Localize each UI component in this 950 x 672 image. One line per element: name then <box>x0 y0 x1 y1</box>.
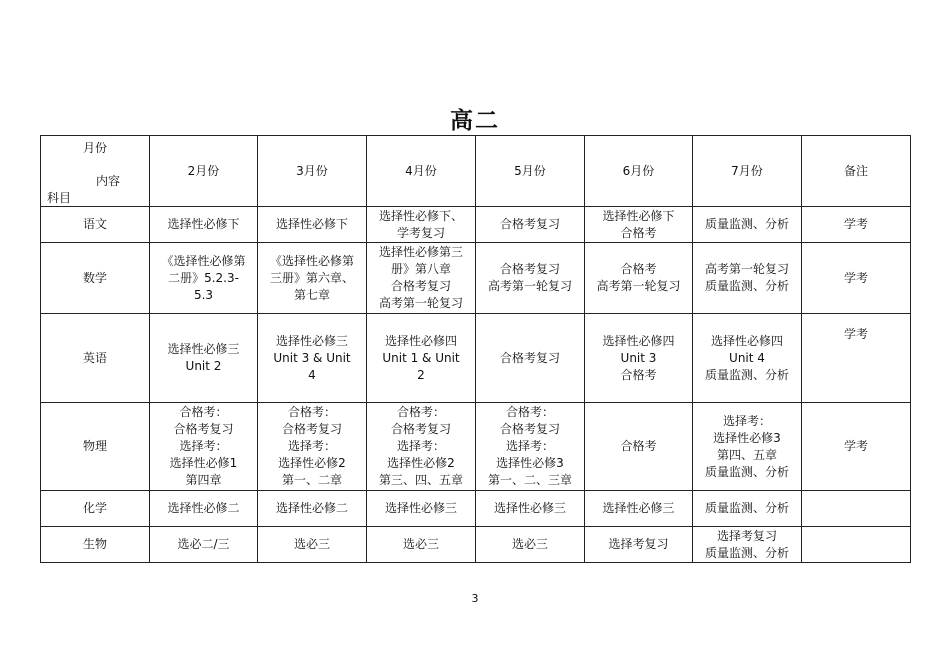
month-header: 4月份 <box>367 136 476 207</box>
cell-line: 选择性必修四 <box>710 333 783 348</box>
schedule-cell <box>258 403 367 491</box>
schedule-cell <box>367 403 476 491</box>
schedule-cell <box>585 314 693 403</box>
cell-line: 选择考复习 <box>608 537 669 551</box>
schedule-cell <box>585 527 693 563</box>
cell-line: 选择性必修下 <box>275 217 348 231</box>
cell-line: 选必三 <box>293 537 330 551</box>
schedule-cell <box>693 527 802 563</box>
note-cell: 学考 <box>802 207 911 243</box>
schedule-cell <box>585 207 693 243</box>
cell-line: 选择考： <box>722 413 771 428</box>
schedule-cell <box>585 403 693 491</box>
note-header: 备注 <box>802 136 911 207</box>
cell-line: 高考第一轮复习 <box>704 262 789 276</box>
cell-line: 选择性必修2 <box>387 456 455 470</box>
cell-line: 质量监测、分析 <box>704 367 789 382</box>
schedule-cell <box>476 243 585 314</box>
cell-line: 选择性必修3 <box>496 456 564 470</box>
cell-line: Unit 2 <box>185 359 222 373</box>
cell-line: 合格考 <box>620 262 657 276</box>
cell-line: 选择性必修四 <box>384 333 457 348</box>
schedule-cell <box>693 491 802 527</box>
subject-cell: 数学 <box>41 243 150 314</box>
schedule-cell <box>585 243 693 314</box>
cell-line: 选择考： <box>287 439 336 453</box>
cell-line: 《选择性必修第 <box>161 253 246 268</box>
cell-line: 选择性必修三 <box>275 333 348 348</box>
cell-line: 选择性必修四 <box>602 333 675 348</box>
cell-line: 选择性必修3 <box>713 430 781 445</box>
cell-line: 合格考 <box>620 439 657 453</box>
schedule-cell <box>367 314 476 403</box>
schedule-cell <box>150 491 258 527</box>
schedule-cell <box>258 491 367 527</box>
cell-line: 三册》第六章、 <box>269 270 354 285</box>
cell-line: 合格考： <box>396 405 445 419</box>
cell-line: 选择性必修三 <box>602 501 675 515</box>
cell-line: 册》第八章 <box>390 262 451 276</box>
note-cell: 学考 <box>802 314 911 403</box>
cell-line: 第三、四、五章 <box>378 473 463 487</box>
cell-line: 选择性必修二 <box>275 501 348 515</box>
cell-line: 合格考复习 <box>499 262 560 276</box>
month-header: 3月份 <box>258 136 367 207</box>
cell-line: 第一、二章 <box>281 473 342 487</box>
month-header: 7月份 <box>693 136 802 207</box>
schedule-cell <box>150 527 258 563</box>
cell-line: Unit 1 & Unit <box>382 350 460 365</box>
schedule-cell <box>367 527 476 563</box>
cell-line: 选必三 <box>511 537 548 551</box>
month-header: 5月份 <box>476 136 585 207</box>
subject-row <box>41 527 911 563</box>
page-number: 3 <box>471 592 479 605</box>
schedule-cell <box>476 314 585 403</box>
cell-line: 学考复习 <box>396 225 445 240</box>
cell-line: 选必二/三 <box>177 537 230 551</box>
cell-line: 选择性必修2 <box>278 456 346 470</box>
cell-line: 第七章 <box>293 287 330 302</box>
cell-line: 选择性必修下、 <box>378 208 463 223</box>
cell-line: 选必三 <box>402 537 439 551</box>
cell-line: 选择性必修第三 <box>378 245 463 259</box>
cell-line: 选择性必修下 <box>602 208 675 223</box>
subject-cell: 化学 <box>41 491 150 527</box>
schedule-cell <box>367 491 476 527</box>
cell-line: 质量监测、分析 <box>704 279 789 293</box>
cell-line: Unit 4 <box>729 350 765 365</box>
cell-line: 高考第一轮复习 <box>378 296 463 310</box>
subject-row <box>41 243 911 314</box>
note-cell <box>802 527 911 563</box>
schedule-table <box>40 135 911 563</box>
cell-line: 选择性必修下 <box>167 217 240 231</box>
corner-label-month: 月份 <box>83 141 108 155</box>
cell-line: 选择性必修二 <box>167 501 240 515</box>
schedule-cell <box>476 527 585 563</box>
cell-line: 高考第一轮复习 <box>596 279 681 293</box>
cell-line: 5.3 <box>193 287 214 302</box>
cell-line: 选择考： <box>505 439 554 453</box>
page-title: 高二 <box>450 108 500 134</box>
cell-line: 第一、二、三章 <box>487 473 572 487</box>
schedule-cell <box>150 243 258 314</box>
month-header: 2月份 <box>150 136 258 207</box>
schedule-cell <box>693 314 802 403</box>
schedule-cell <box>476 491 585 527</box>
cell-line: 合格考： <box>505 405 554 419</box>
subject-row <box>41 314 911 403</box>
schedule-cell <box>585 491 693 527</box>
subject-row <box>41 207 911 243</box>
cell-line: 二册》5.2.3- <box>168 270 239 285</box>
cell-line: 合格考： <box>287 405 336 419</box>
corner-header-cell <box>41 136 150 207</box>
subject-row <box>41 403 911 491</box>
cell-line: 合格考 <box>620 367 657 382</box>
cell-line: 《选择性必修第 <box>269 253 354 268</box>
cell-line: 合格考复习 <box>499 217 560 231</box>
subject-row <box>41 491 911 527</box>
cell-line: 合格考复习 <box>173 422 234 436</box>
schedule-cell <box>476 403 585 491</box>
cell-line: Unit 3 <box>620 350 657 365</box>
cell-line: 合格考： <box>179 405 228 419</box>
cell-line: 质量监测、分析 <box>704 464 789 479</box>
corner-label-content: 内容 <box>96 174 121 188</box>
cell-line: 合格考复习 <box>281 422 342 436</box>
cell-line: 选择性必修三 <box>493 501 566 515</box>
schedule-cell <box>258 243 367 314</box>
cell-line: 选择性必修三 <box>384 501 457 515</box>
schedule-cell <box>150 403 258 491</box>
note-cell <box>802 491 911 527</box>
subject-cell: 语文 <box>41 207 150 243</box>
header-row <box>41 136 911 207</box>
cell-line: 合格考 <box>620 225 657 240</box>
corner-label-subject: 科目 <box>47 191 72 205</box>
schedule-cell <box>258 207 367 243</box>
cell-line: 2 <box>417 367 425 382</box>
schedule-cell <box>258 527 367 563</box>
cell-line: 合格考复习 <box>499 422 560 436</box>
cell-line: 第四、五章 <box>716 447 777 462</box>
month-header: 6月份 <box>585 136 693 207</box>
cell-line: 选择性必修三 <box>167 342 240 356</box>
cell-line: 4 <box>308 367 316 382</box>
schedule-cell <box>150 314 258 403</box>
cell-line: Unit 3 & Unit <box>273 350 351 365</box>
schedule-cell <box>367 243 476 314</box>
schedule-cell <box>693 403 802 491</box>
cell-line: 选择考： <box>179 439 228 453</box>
schedule-cell <box>693 243 802 314</box>
subject-cell: 物理 <box>41 403 150 491</box>
cell-line: 合格考复习 <box>390 422 451 436</box>
cell-line: 合格考复习 <box>390 279 451 293</box>
cell-line: 选择考复习 <box>716 528 777 543</box>
cell-line: 质量监测、分析 <box>704 545 789 560</box>
note-cell: 学考 <box>802 403 911 491</box>
cell-line: 合格考复习 <box>499 350 560 365</box>
schedule-cell <box>258 314 367 403</box>
subject-cell: 生物 <box>41 527 150 563</box>
cell-line: 选择性必修1 <box>169 456 238 470</box>
cell-line: 选择考： <box>396 439 445 453</box>
cell-line: 质量监测、分析 <box>704 501 789 515</box>
cell-line: 高考第一轮复习 <box>487 279 572 293</box>
note-cell: 学考 <box>802 243 911 314</box>
subject-cell: 英语 <box>41 314 150 403</box>
schedule-cell <box>367 207 476 243</box>
schedule-cell <box>693 207 802 243</box>
schedule-cell <box>150 207 258 243</box>
cell-line: 第四章 <box>185 473 222 487</box>
cell-line: 质量监测、分析 <box>704 217 789 231</box>
schedule-cell <box>476 207 585 243</box>
